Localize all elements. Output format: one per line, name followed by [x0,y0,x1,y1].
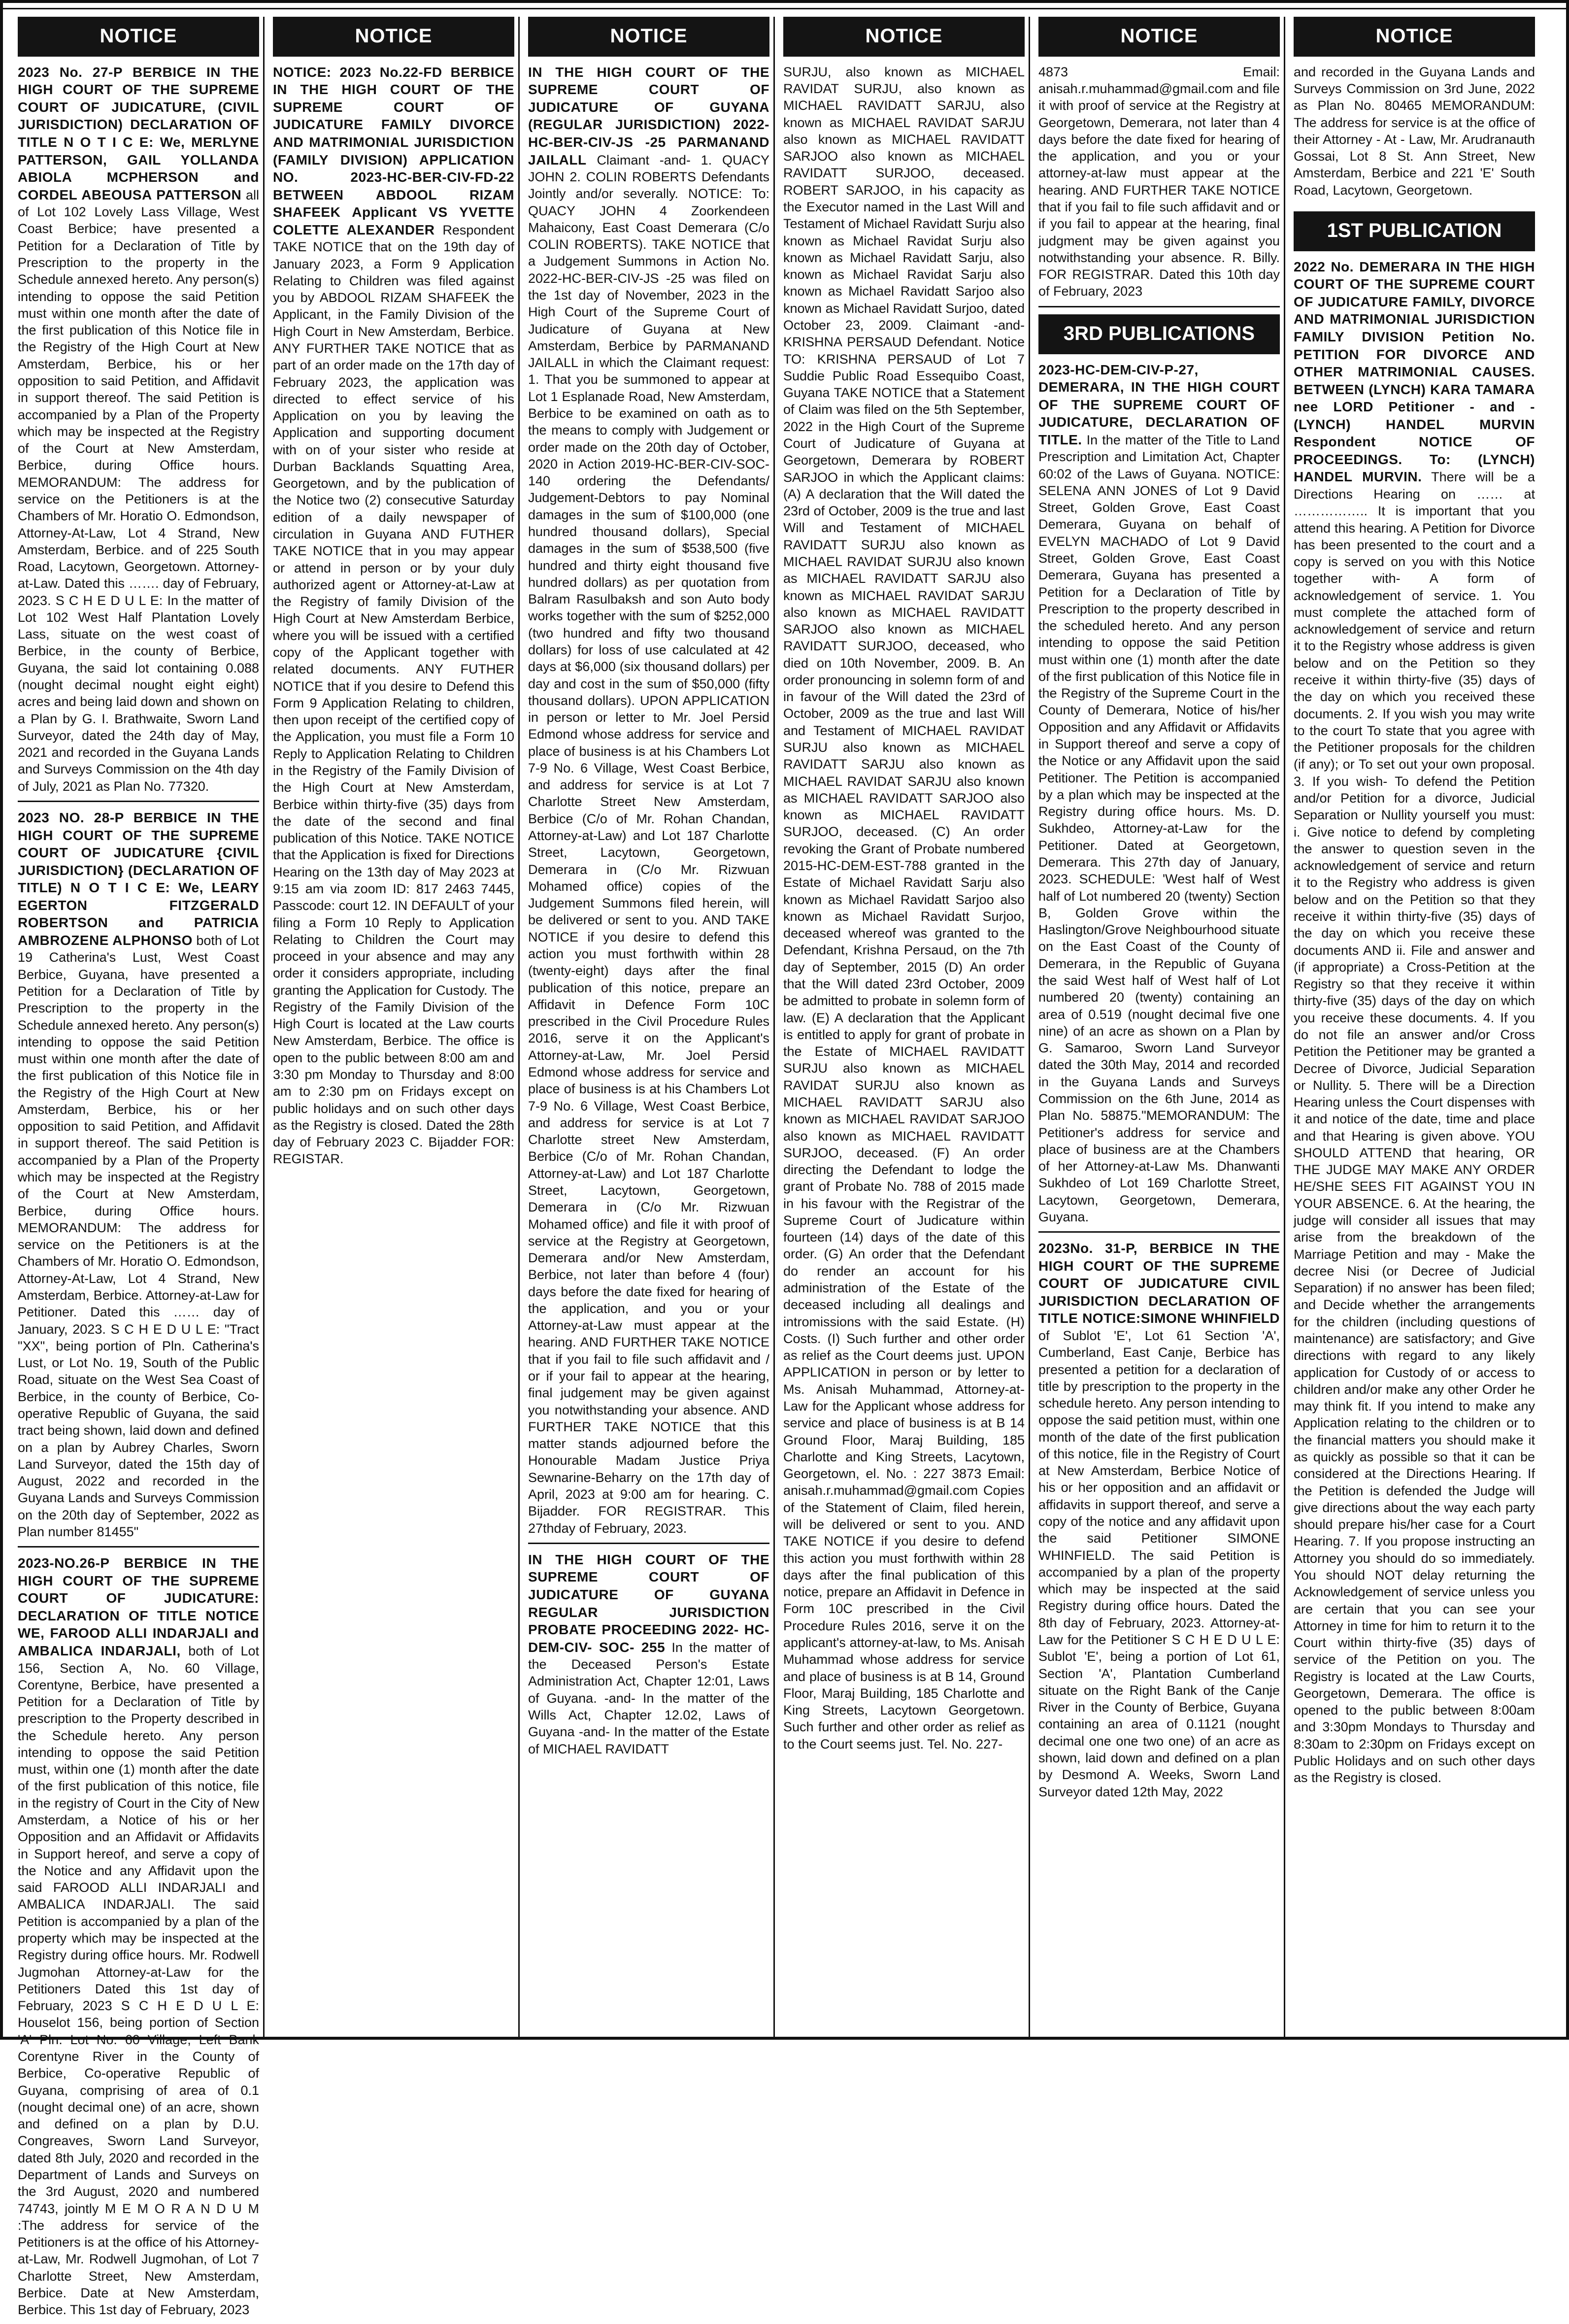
column-6 [1294,17,1535,2037]
notice-heading: 2022 No. DEMERARA IN THE HIGH COURT OF THE SUPREME COURT OF JUDICATURE FAMILY, DIVORCE AND MATRIMONIAL JURISDICTION FAMILY DIVISION Petition No. PETITION FOR DIVORCE AND OTHER MATRIMONIAL CAUSES. BETWEEN (LYNCH) KARA TAMARA nee LORD Petitioner - and - (LYNCH) HANDEL MURVIN Respondent NOTICE OF PROCEEDINGS. To: (LYNCH) HANDEL MURVIN. [1294,259,1535,485]
notice-body: In the matter of the Deceased Person's Estate Administration Act, Chapter 12:01, Laws of Guyana. -and- In the matter of the Wills Act, Chapter 12.02, Laws of Guyana -and- In the matter of the Estate of MICHAEL RAVIDATT [528,1640,769,1756]
notice-banner: NOTICE [1038,17,1280,57]
column-rule [518,17,520,2037]
section-banner-1st-publication: 1ST PUBLICATION [1294,211,1535,251]
column-rule [1029,17,1030,2037]
notice-banner: NOTICE [18,17,259,57]
notice-heading: 2023 No. 27-P BERBICE IN THE HIGH COURT OF THE SUPREME COURT OF JUDICATURE, (CIVIL JURISDICTION) DECLARATION OF TITLE N O T I C E: We, MERLYNE PATTERSON, GAIL YOLLANDA ABIOLA MCPHERSON and CORDEL ABEOUSA PATTERSON [18,64,259,202]
notice-body: both of Lot 156, Section A, No. 60 Village, Corentyne, Berbice, have presented a Petition for a Declaration of Title by prescription to the Property described in the Schedule hereto. Any person intending to oppose the said Petition must, within one (1) month after the date of the first publication of this notice, file in the registry of Court in the City of New Amsterdam, a Notice of his or her Opposition and an Affidavit or Affidavits in Support hereof, and serve a copy of the Notice and any Affidavit upon the said FAROOD ALLI INDARJALI and AMBALICA INDARJALI. The said Petition is accompanied by a plan of the property which may be inspected at the Registry during office hours. Mr. Rodwell Jugmohan Attorney-at-Law for the Petitioners Dated this 1st day of February, 2023 S C H E D U L E: Houselot 156, being portion of Section 'A' Pln. Lot No. 60 Village, Left Bank Corentyne River in the County of Berbice, Co-operative Republic of Guyana, comprising of area of 0.1 (nought decimal one) of an acre, shown and defined on a plan by D.U. Congreaves, Sworn Land Surveyor, dated 8th July, 2020 and recorded in the Department of Lands and Surveys on the 3rd August, 2020 and numbered 74743, jointly M E M O R A N D U M :The address for service of the Petitioners is at the office of his Attorney-at-Law, Mr. Rodwell Jugmohan, of Lot 7 Charlotte Street, New Amsterdam, Berbice. Date at New Amsterdam, Berbice. This 1st day of February, 2023 [18,1643,259,2318]
top-rule [3,3,1566,9]
notice-heading: IN THE HIGH COURT OF THE SUPREME COURT OF JUDICATURE OF GUYANA REGULAR JURISDICTION PROBATE PROCEEDING 2022- HC- DEM-CIV- SOC- 255 [528,1551,769,1655]
notice-body: both of Lot 19 Catherina's Lust, West Coast Berbice, Guyana, have presented a Petition for a Declaration of Title by Prescription to the property in the Schedule annexed hereto. Any person(s) intending to oppose the said Petition must within one month after the date of the first publication of this Notice file in the Registry of the High Court at New Amsterdam, Berbice, his or her opposition to said Petition, and Affidavit in support thereof. The said Petition is accompanied by a Plan of the Property which may be inspected at the Registry of the Court at New Amsterdam, Berbice, during Office hours. MEMORANDUM: The address for service on the Petitioners is at the Chambers of Mr. Horatio O. Edmondson, Attorney-At-Law, Lot 4 Strand, New Amsterdam, Berbice. Attorney-at-Law for Petitioner. Dated this …… day of January, 2023. S C H E D U L E: "Tract "XX", being portion of Pln. Catherina's Lust, or Lot No. 19, South of the Public Road, situate on the West Sea Coast of Berbice, in the county of Berbice, Co-operative Republic of Guyana, the said tract being shown, laid down and defined on a plan by Aubrey Charles, Sworn Land Surveyor, dated the 15th day of August, 2022 and recorded in the Guyana Lands and Surveys Commission on the 20th day of September, 2022 as Plan number 81455" [18,933,260,1539]
notice-heading: NOTICE: 2023 No.22-FD BERBICE IN THE HIGH COURT OF THE SUPREME COURT OF JUDICATURE FAMILY DIVORCE AND MATRIMONIAL JURISDICTION (FAMILY DIVISION) APPLICATION NO. 2023-HC-BER-CIV-FD-22 BETWEEN ABDOOL RIZAM SHAFEEK Applicant VS YVETTE COLETTE ALEXANDER [273,64,514,237]
notice-banner: NOTICE [783,17,1025,57]
notice-heading: 2023-HC-DEM-CIV-P-27, DEMERARA, IN THE HIGH COURT OF THE SUPREME COURT OF JUDICATURE, DECLARATION OF TITLE. [1038,362,1280,447]
notice-heading: 2023 NO. 28-P BERBICE IN THE HIGH COURT OF THE SUPREME COURT OF JUDICATURE {CIVIL JURISDICTION} (DECLARATION OF TITLE) N O T I C E: We, LEARY EGERTON FITZGERALD ROBERTSON and PATRICIA AMBROZENE ALPHONSO [18,810,259,948]
legal-notice-continued [1038,64,1280,307]
column-5 [1038,17,1280,2037]
legal-notice [528,64,769,1544]
notice-body: all of Lot 102 Lovely Lass Village, West Coast Berbice; have presented a Petition for a Declaration of Title by Prescription to the property in the Schedule annexed hereto. Any person(s) intending to oppose the said Petition must within one month after the date of the first publication of this Notice file in the Registry of the High Court at New Amsterdam, Berbice, his or her opposition to said Petition, and Affidavit in support thereof. The said Petition is accompanied by a Plan of the Property which may be inspected at the Registry of the Court at New Amsterdam, Berbice, during Office hours. MEMORANDUM: The address for service on the Petitioners is at the Chambers of Mr. Horatio O. Edmondson, Attorney-At-Law, Lot 4 Strand, New Amsterdam, Berbice. and of 225 South Road, Lacytown, Georgetown. Attorney-at-Law. Dated this ……. day of February, 2023. S C H E D U L E: In the matter of Lot 102 West Half Plantation Lovely Lass, situate on the west coast of Berbice, in the county of Berbice, Guyana, the said lot containing 0.088 (nought decimal nought eight eight) acres and being laid down and shown on a Plan by G. I. Brathwaite, Sworn Land Surveyor, dated the 24th day of May, 2021 and recorded in the Guyana Lands and Surveys Commission on the 4th day of July, 2021 as Plan No. 77320. [18,187,259,794]
notice-banner: NOTICE [273,17,514,57]
notice-heading: IN THE HIGH COURT OF THE SUPREME COURT OF JUDICATURE OF GUYANA (REGULAR JURISDICTION) 2022-HC-BER-CIV-JS -25 PARMANAND JAILALL [528,64,769,168]
legal-notice-continued [783,64,1025,1758]
notice-banner: NOTICE [1294,17,1535,57]
notice-heading: 2023No. 31-P, BERBICE IN THE HIGH COURT OF THE SUPREME COURT OF JUDICATURE CIVIL JURISDICTION DECLARATION OF TITLE NOTICE:SIMONE WHINFIELD [1038,1241,1280,1326]
column-4 [783,17,1025,2037]
notice-body: SURJU, also known as MICHAEL RAVIDAT SURJU, also known as MICHAEL RAVIDATT SARJU, also known as MICHAEL RAVIDAT SARJU also known as MICHAEL RAVIDATT SARJOO also known as MICHAEL RAVIDATT SURJOO, deceased. ROBERT SARJOO, in his capacity as the Executor named in the Last Will and Testament of Michael Ravidatt Surju also known as Michael Ravidat Surju also known as Michael Ravidatt Sarju, also known as Michael Ravidat Sarju also known as Michael Ravidatt Sarjoo also known as Michael Ravidatt Surjoo, dated October 23, 2009. Claimant -and- KRISHNA PERSAUD Defendant. Notice TO: KRISHNA PERSAUD of Lot 7 Suddie Public Road Essequibo Coast, Guyana TAKE NOTICE that a Statement of Claim was filed on the 5th September, 2022 in the High Court of the Supreme Court of Judicature of Guyana at Georgetown, Demerara by ROBERT SARJOO in which the Applicant claims: (A) A declaration that the Will dated the 23rd of October, 2009 is the true and last Will and Testament of MICHAEL RAVIDATT SURJU also known as MICHAEL RAVIDAT SURJU also known as MICHAEL RAVIDATT SARJU also known as MICHAEL RAVIDAT SARJU also known as MICHAEL RAVIDATT SARJOO also known as MICHAEL RAVIDATT SURJOO, deceased, who died on 10th November, 2009. B. An order pronouncing in solemn form of and in favour of the Will dated the 23rd of October, 2009 as the true and last Will and Testament of MICHAEL RAVIDAT SURJU also known as MICHAEL RAVIDATT SARJU also known as MICHAEL RAVIDAT SARJU also known as MICHAEL RAVIDATT SARJOO also known as MICHAEL RAVIDATT SURJOO, deceased. (C) An order revoking the Grant of Probate numbered 2015-HC-DEM-EST-788 granted in the Estate of Michael Ravidatt Sarju also known as Michael Ravidatt Sarjoo also known as Michael Ravidatt Surjoo, deceased whereof was granted to the Defendant, Krishna Persaud, on the 7th day of September, 2015 (D) An order that the Will dated 23rd October, 2009 be admitted to probate in solemn form of law. (E) A declaration that the Applicant is entitled to apply for grant of probate in the Estate of MICHAEL RAVIDATT SURJU also known as MICHAEL RAVIDAT SURJU also known as MICHAEL RAVIDATT SARJU also known as MICHAEL RAVIDAT SARJOO also known as MICHAEL RAVIDATT SURJOO, deceased. (F) An order directing the Defendant to lodge the grant of Probate No. 788 of 2015 made in his favour with the Registrar of the Supreme Court of Judicature within fourteen (14) days of the date of this order. (G) An order that the Defendant do render an account for his administration of the Estate of the deceased including all dealings and intromissions with the said Estate. (H) Costs. (I) Such further and other order as relief as the Court deems just. UPON APPLICATION in person or by letter to Ms. Anisah Muhammad, Attorney-at- Law for the Applicant whose address for service and place of business is at B 14 Ground Floor, Maraj Building, 185 Charlotte and King Streets, Lacytown, Georgetown, el. No. : 227 3873 Email: anisah.r.muhammad@gmail.com Copies of the Statement of Claim, filed herein, will be delivered or sent to you. AND TAKE NOTICE if you desire to defend this action you must forthwith within 28 days after the final publication of this notice, prepare an Affidavit in Defence in Form 10C prescribed in the Civil Procedure Rules 2016, serve it on the applicant's attorney-at-law, to Ms. Anisah Muhammad whose address for service and place of business is at B 14, Ground Floor, Maraj Building, 185 Charlotte and King Streets, Lacytown Georgetown. Such further and other order as relief as to the Court seems just. Tel. No. 227- [783,64,1025,1751]
legal-notice [18,809,259,1548]
notice-body: There will be a Directions Hearing on …… at …………….. It is important that you attend this hearing. A Petition for Divorce has been presented to the court and a copy is served on you with this Notice together with- A form of acknowledgement of service. 1. You must complete the attached form of acknowledgement of service and return it to the Registry whose address is given below and on the Petition so they receive it within thirty-five (35) days of the day on which you received these documents. 2. If you wish you may write to the court To state that you agree with the Petitioner proposals for the children (if any); or To set out your own proposal. 3. If you wish- To defend the Petition and/or Petition for a divorce, Judicial Separation or Nullity yourself you must: i. Give notice to defend by completing the answer to question seven in the acknowledgement of service and return it to the Registry who address is given below and on the Petition so that they receive it within thirty-five (35) days of the day on which you receive these documents AND ii. File and answer and (if appropriate) a Cross-Petition at the Registry so that they receive it within thirty-five (35) days of the day on which you receive these documents. 4. If you do not file an answer and/or Cross Petition the Petitioner may be granted a Decree of Divorce, Judicial Separation or Nullity. 5. There will be a Direction Hearing unless the Court dispenses with it and notice of the date, time and place and that Hearing is given above. YOU SHOULD ATTEND that hearing, OR THE JUDGE MAY MAKE ANY ORDER HE/SHE SEES FIT AGAINST YOU IN YOUR ABSENCE. 6. At the hearing, the judge will consider all issues that may arise from the breakdown of the Marriage Petition and may - Make the decree Nisi (or Decree of Judicial Separation) if no answer has been filed; and Decide whether the arrangements for the children (including questions of maintenance) are satisfactory; and Give directions with regard to any likely application for Custody of or access to children and/or make any other Order he may think fit. If you intend to make any Application relating to the children or to the financial matters you should make it as quickly as possible so that it can be considered at the Directions Hearing. If the Petition is defended the Judge will give directions about the way each party should prepare his/her case for a Court Hearing. 7. If you propose instructing an Attorney you should do so immediately. You should NOT delay returning the Acknowledgement of service unless you are certain that you can see your Attorney in time for him to return it to the Court within thirty-five (35) days of service of the Petition on you. The Registry is located at the Law Courts, Georgetown, Demerara. The office is opened to the public between 8:00am and 3:30pm Mondays to Thursday and 8:30am to 2:30pm on Fridays except on Public Holidays and on such other days as the Registry is closed. [1294,470,1535,1785]
notice-body: In the matter of the Title to Land Prescription and Limitation Act, Chapter 60:02 of the Laws of Guyana. NOTICE: SELENA ANN JONES of Lot 9 David Street, Golden Grove, East Coast Demerara, Guyana on behalf of EVELYN MACHADO of Lot 9 David Street, Golden Grove, East Coast Demerara, Guyana has presented a Petition for a Declaration of Title by Prescription to the property described in the scheduled hereto. And any person intending to oppose the said Petition must within one (1) month after the date of the first publication of this Notice file in the Registry of the Supreme Court in the County of Demerara, Notice of his/her Opposition and any Affidavit or Affidavits in Support thereof and serve a copy of the Notice or any Affidavit upon the said Petitioner. The Petition is accompanied by a plan which may be inspected at the Registry during office hours. Ms. D. Sukhdeo, Attorney-at-Law for the Petitioner. Dated at Georgetown, Demerara. This 27th day of January, 2023. SCHEDULE: 'West half of West half of Lot numbered 20 (twenty) Section B, Golden Grove within the Haslington/Grove Neighbourhood situate on the East Coast of the County of Demerara, in the Republic of Guyana the said West half of West half of Lot numbered 20 (twenty) containing an area of 0.519 (nought decimal five one nine) of an acre as shown on a Plan by G. Samaroo, Sworn Land Surveyor dated the 30th May, 2014 and recorded in the Guyana Lands and Surveys Commission on the 6th June, 2014 as Plan No. 58875."MEMORANDUM: The Petitioner's address for service and place of business are at the Chambers of her Attorney-at-Law Ms. Dhanwanti Sukhdeo of Lot 169 Charlotte Street, Lacytown, Georgetown, Demerara, Guyana. [1038,432,1280,1224]
legal-notice-continued [1294,64,1535,204]
legal-notice [1294,258,1535,1792]
legal-notice [1038,361,1280,1233]
notice-body: 4873 Email: anisah.r.muhammad@gmail.com and file it with proof of service at the Registry at Georgetown, Demerara, not later than 4 days before the date fixed for hearing of the application, and you or your attorney-at-law must appear at the hearing. AND FURTHER TAKE NOTICE that if you fail to file such affidavit and or if you fail to appear at the hearing, final judgment may be given against you notwithstanding your absence. R. Billy. FOR REGISTRAR. Dated this 10th day of February, 2023 [1038,64,1280,299]
column-3 [528,17,769,2037]
column-rule [773,17,775,2037]
notice-body: of Sublot 'E', Lot 61 Section 'A', Cumberland, East Canje, Berbice has presented a petition for a declaration of title by prescription to the property in the schedule hereto. Any person intending to oppose the said petition must, within one month of the date of the first publication of this notice, file in the Registry of Court at New Amsterdam, Berbice Notice of his or her opposition and an affidavit or affidavits in support thereof, and serve a copy of the notice and any affidavit upon the said Petitioner SIMONE WHINFIELD. The said Petition is accompanied by a plan of the property which may be inspected at the said Registry during office hours. Dated the 8th day of February, 2023. Attorney-at-Law for the Petitioner S C H E D U L E: Sublot 'E', being a portion of Lot 61, Section 'A', Plantation Cumberland situate on the Right Bank of the Canje River in the County of Berbice, Guyana containing an area of 0.1121 (nought decimal one one two one) of an acre as shown, laid down and defined on a plan by Desmond A. Weeks, Sworn Land Surveyor dated 12th May, 2022 [1038,1328,1280,1799]
column-2 [273,17,514,2037]
legal-notice [528,1551,769,1763]
column-rule [1284,17,1285,2037]
notice-body: Respondent TAKE NOTICE that on the 19th day of January 2023, a Form 9 Application Relating to Children was filed against you by ABDOOL RIZAM SHAFEEK the Applicant, in the Family Division of the High Court in New Amsterdam, Berbice. ANY FURTHER TAKE NOTICE that as part of an order made on the 17th day of February 2023, the application was directed to effect service of his Application on you by leaving the Application and supporting document with on of your sister who reside at Durban Backlands Squatting Area, Georgetown, and by the publication of the Notice two (2) consecutive Saturday edition of a daily newspaper of circulation in Guyana AND FUTHER TAKE NOTICE that in you may appear or attend in person or by your duly authorized agent or Attorney-at-Law at the Registry of family Division of the High Court at New Amsterdam Berbice, where you will be issued with a certified copy of the Applicant together with related documents. ANY FUTHER NOTICE that if you desire to Defend this Form 9 Application Relating to children, then upon receipt of the certified copy of the Application, you must file a Form 10 Reply to Application Relating to Children in the Registry of the Family Division of the High Court at New Amsterdam, Berbice within thirty-five (35) days from the date of the second and final publication of this Notice. TAKE NOTICE that the Application is fixed for Directions Hearing on the 13th day of May 2023 at 9:15 am via zoom ID: 817 2463 7445, Passcode: court 12. IN DEFAULT of your filing a Form 10 Reply to Application Relating to Children the Court may proceed in your absence and may any order it considers appropriate, including granting the Application for Custody. The Registry of the Family Division of the High Court is located at the Law courts New Amsterdam, Berbice. The office is open to the public between 8:00 am and 3:30 pm Monday to Thursday and 8:00 am to 2:30 pm on Fridays except on public holidays and on such other days as the Registry is closed. Dated the 28th day of February 2023 C. Bijadder FOR: REGISTAR. [273,222,514,1167]
legal-notice [18,1554,259,2324]
notice-heading: 2023-NO.26-P BERBICE IN THE HIGH COURT OF THE SUPREME COURT OF JUDICATURE: DECLARATION OF TITLE NOTICE WE, FAROOD ALLI INDARJALI and AMBALICA INDARJALI, [18,1555,259,1658]
column-rule [263,17,265,2037]
notice-body: Claimant -and- 1. QUACY JOHN 2. COLIN ROBERTS Defendants Jointly and/or severally. NOTICE: To: QUACY JOHN 4 Zoorkendeen Mahaicony, East Coast Demerara (C/o COLIN ROBERTS). TAKE NOTICE that a Judgement Summons in Action No. 2022-HC-BER-CIV-JS -25 was filed on the 1st day of November, 2023 in the High Court of the Supreme Court of Judicature of Guyana at New Amsterdam, Berbice by PARMANAND JAILALL in which the Claimant request: 1. That you be summoned to appear at Lot 1 Esplanade Road, New Amsterdam, Berbice to be examined on oath as to the means to comply with Judgement or order made on the 20th day of October, 2020 in Action 2019-HC-BER-CIV-SOC-140 ordering the Defendants/ Judgement-Debtors to pay Nominal damages in the sum of $100,000 (one hundred thousand dollars), Special damages in the sum of $538,500 (five hundred and thirty eight thousand five hundred dollars) as per quotation from Balram Rasulbaksh and son Auto body works together with the sum of $252,000 (two hundred and fifty two thousand dollars) for loss of use calculated at 42 days at $6,000 (six thousand dollars) per day and cost in the sum of $50,000 (fifty thousand dollars). UPON APPLICATION in person or letter to Mr. Joel Persid Edmond whose address for service and place of business is at his Chambers Lot 7-9 No. 6 Village, West Coast Berbice, and address for service is at Lot 7 Charlotte Street New Amsterdam, Berbice (C/o of Mr. Rohan Chandan, Attorney-at-Law) and Lot 187 Charlotte Street, Lacytown, Georgetown, Demerara in (C/o Mr. Rizwuan Mohamed office) copies of the Judgement Summons filed herein, will be delivered or sent to you. AND TAKE NOTICE if you desire to defend this action you must forthwith within 28 (twenty-eight) days after the final publication of this notice, prepare an Affidavit in Defence Form 10C prescribed in the Civil Procedure Rules 2016, serve it on the Applicant's Attorney-at-Law, Mr. Joel Persid Edmond whose address for service and place of business is at his Chambers Lot 7-9 No. 6 Village, West Coast Berbice, and address for service is at Lot 7 Charlotte street New Amsterdam, Berbice (C/o of Mr. Rohan Chandan, Attorney-at-Law) and Lot 187 Charlotte Street, Lacytown, Georgetown, Demerara in (C/o Mr. Rizwuan Mohamed office) and file it with proof of service at the Registry at Georgetown, Demerara and/or New Amsterdam, Berbice, not later than before 4 (four) days before the date fixed for hearing of the application, and you or your Attorney-at-Law must appear at the hearing. AND FURTHER TAKE NOTICE that if you fail to file such affidavit and / or if your fail to appear at the hearing, final judgement may be given against you notwithstanding your absence. AND FURTHER TAKE NOTICE that this matter stands adjourned before the Honourable Madam Justice Priya Sewnarine-Beharry on the 17th day of April, 2023 at 9:00 am for hearing. C. Bijadder. FOR REGISTRAR. This 27thday of February, 2023. [528,152,769,1536]
legal-notice [273,64,514,1174]
column-1 [18,17,260,2318]
legal-notice [1038,1240,1280,1806]
legal-notice [18,64,259,802]
notice-body: and recorded in the Guyana Lands and Surveys Commission on 3rd June, 2022 as Plan No. 80465 MEMORANDUM: The address for service is at the office of their Attorney - At - Law, Mr. Arudranauth Gossai, Lot 8 St. Ann Street, New Amsterdam, Berbice and 221 'E' South Road, Lacytown, Georgetown. [1294,64,1535,198]
notice-banner: NOTICE [528,17,769,57]
section-banner-3rd-publications: 3RD PUBLICATIONS [1038,314,1280,354]
